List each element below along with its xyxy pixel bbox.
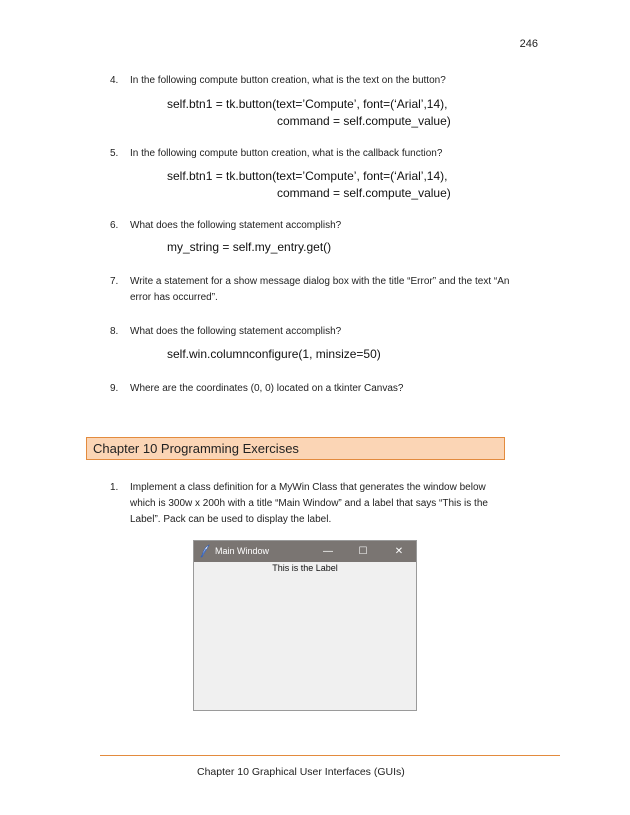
question-number: 8. <box>110 326 119 337</box>
question-number: 5. <box>110 148 119 159</box>
code-line: self.btn1 = tk.button(text=’Compute’, font=(‘Arial’,14), <box>167 97 448 111</box>
window-title: Main Window <box>215 546 270 556</box>
exercise-text: Implement a class definition for a MyWin Class that generates the window below which is 300w x 200h with a title “Main Window” and a label that says “This is the Label”. Pack can be used to display the label. <box>130 482 488 525</box>
code-line: self.win.columnconfigure(1, minsize=50) <box>167 347 381 361</box>
question-number: 4. <box>110 75 119 86</box>
question-text: Write a statement for a show message dialog box with the title “Error” and the text “An error has occurred”. <box>130 276 510 303</box>
code-snippet-6 <box>167 239 331 256</box>
code-snippet-8 <box>167 346 381 363</box>
question-7 <box>110 274 510 306</box>
window-label: This is the Label <box>272 563 338 573</box>
footer-divider <box>100 755 560 756</box>
question-5 <box>110 146 510 162</box>
window-titlebar <box>194 541 416 562</box>
page-footer: Chapter 10 Graphical User Interfaces (GUIs) <box>197 766 405 778</box>
question-9 <box>110 381 510 397</box>
question-text: What does the following statement accomplish? <box>130 220 342 231</box>
question-text: In the following compute button creation, what is the callback function? <box>130 148 443 159</box>
code-snippet-4 <box>167 96 451 130</box>
question-number: 6. <box>110 220 119 231</box>
code-line: command = self.compute_value) <box>277 114 451 128</box>
minimize-icon[interactable]: — <box>323 546 333 557</box>
question-number: 9. <box>110 383 119 394</box>
question-4 <box>110 73 510 89</box>
question-6 <box>110 218 510 234</box>
code-line: self.btn1 = tk.button(text=’Compute’, font=(‘Arial’,14), <box>167 169 448 183</box>
question-text: Where are the coordinates (0, 0) located on a tkinter Canvas? <box>130 383 404 394</box>
question-text: What does the following statement accomplish? <box>130 326 342 337</box>
page-number: 246 <box>519 38 538 50</box>
code-line: command = self.compute_value) <box>277 186 451 200</box>
maximize-icon[interactable]: ☐ <box>358 546 368 557</box>
main-window-screenshot <box>193 540 417 711</box>
code-snippet-5 <box>167 168 451 202</box>
question-text: In the following compute button creation, what is the text on the button? <box>130 75 446 86</box>
question-8 <box>110 324 510 340</box>
exercise-number: 1. <box>110 482 119 493</box>
code-line: my_string = self.my_entry.get() <box>167 240 332 254</box>
chapter-heading: Chapter 10 Programming Exercises <box>86 437 505 460</box>
question-number: 7. <box>110 276 119 287</box>
close-icon[interactable]: ✕ <box>394 546 404 557</box>
exercise-1 <box>110 480 510 528</box>
tk-feather-icon <box>199 544 211 558</box>
